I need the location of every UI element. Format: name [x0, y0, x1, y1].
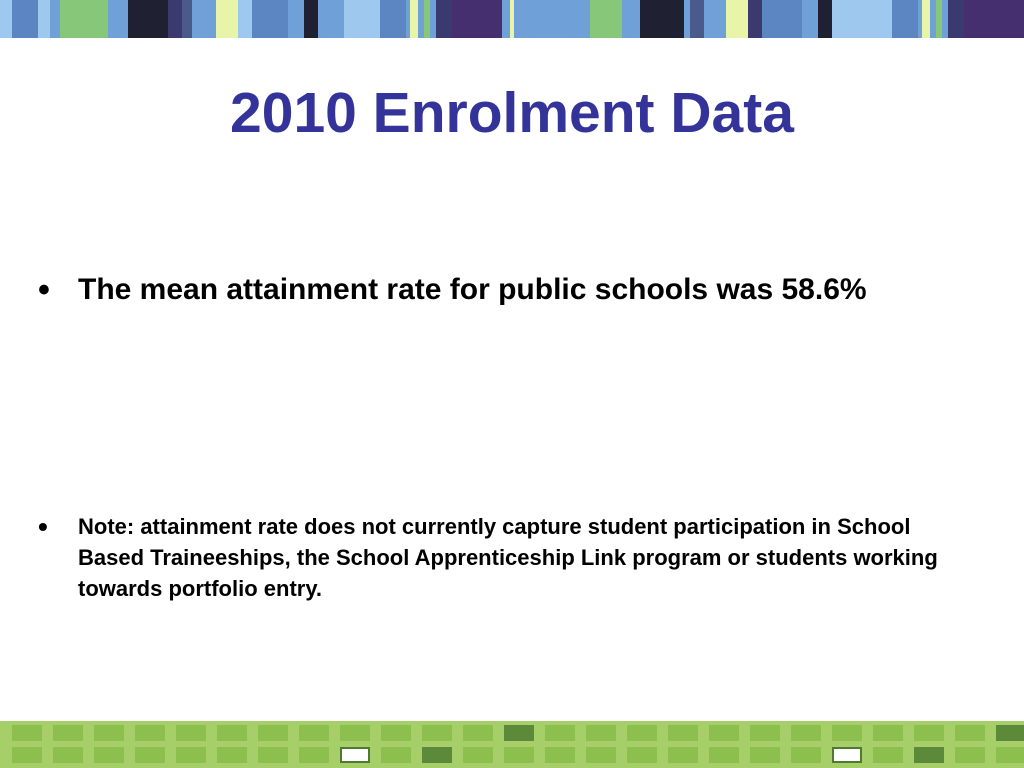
grid-tile: [381, 747, 411, 763]
top-stripe: [832, 0, 892, 38]
top-stripe: [452, 0, 502, 38]
top-decorative-band: [0, 0, 1024, 38]
grid-tile: [750, 747, 780, 763]
grid-tile: [217, 747, 247, 763]
grid-tile: [176, 725, 206, 741]
grid-tile: [217, 725, 247, 741]
top-stripe: [922, 0, 930, 38]
grid-tile: [12, 725, 42, 741]
top-stripe: [964, 0, 1024, 38]
grid-tile: [422, 747, 452, 763]
top-stripe: [238, 0, 252, 38]
bullet-item: [38, 511, 978, 604]
top-stripe: [182, 0, 192, 38]
top-stripe: [80, 0, 108, 38]
top-stripe: [818, 0, 832, 38]
top-stripe: [690, 0, 704, 38]
grid-tile: [504, 725, 534, 741]
top-stripe: [748, 0, 762, 38]
grid-tile: [299, 747, 329, 763]
grid-tile: [340, 725, 370, 741]
grid-tile: [832, 747, 862, 763]
grid-tile: [463, 747, 493, 763]
grid-tile: [709, 725, 739, 741]
grid-tile: [873, 725, 903, 741]
grid-tile: [463, 725, 493, 741]
top-stripe: [12, 0, 38, 38]
top-stripe: [436, 0, 452, 38]
grid-tile: [545, 747, 575, 763]
bottom-decorative-band: [0, 721, 1024, 768]
grid-tile: [627, 747, 657, 763]
grid-tile: [340, 747, 370, 763]
grid-tile: [668, 725, 698, 741]
grid-tile: [586, 725, 616, 741]
grid-tile: [586, 747, 616, 763]
bullet-marker: •: [38, 271, 50, 309]
top-stripe: [762, 0, 802, 38]
top-stripe: [168, 0, 182, 38]
grid-tile: [873, 747, 903, 763]
grid-tile: [53, 725, 83, 741]
grid-tile: [381, 725, 411, 741]
grid-tile: [258, 747, 288, 763]
top-stripe: [128, 0, 168, 38]
grid-tile: [504, 747, 534, 763]
grid-tile: [668, 747, 698, 763]
top-stripe: [936, 0, 942, 38]
top-stripe: [726, 0, 748, 38]
top-stripe: [510, 0, 514, 38]
bullet-text: Note: attainment rate does not currently capture student participation in School Based Traineeships, the School Apprenticeship Link program or students working towards portfolio entry.: [78, 514, 938, 601]
grid-tile: [914, 725, 944, 741]
grid-tile: [955, 747, 985, 763]
grid-tile: [12, 747, 42, 763]
top-stripe: [380, 0, 406, 38]
top-stripe: [304, 0, 318, 38]
grid-tile: [832, 725, 862, 741]
grid-tile: [791, 725, 821, 741]
grid-tile: [94, 747, 124, 763]
grid-tile: [422, 725, 452, 741]
grid-tile: [996, 725, 1024, 741]
top-stripe: [410, 0, 418, 38]
grid-tile: [135, 725, 165, 741]
top-stripe: [424, 0, 430, 38]
bullet-marker: •: [38, 511, 48, 542]
grid-tile: [914, 747, 944, 763]
grid-tile: [627, 725, 657, 741]
top-stripe: [892, 0, 918, 38]
grid-tile: [299, 725, 329, 741]
grid-tile: [135, 747, 165, 763]
grid-tile: [791, 747, 821, 763]
top-stripe: [38, 0, 50, 38]
bullet-item: [38, 270, 998, 310]
bullet-text: The mean attainment rate for public schools was 58.6%: [78, 273, 867, 306]
grid-tile: [53, 747, 83, 763]
grid-tile: [709, 747, 739, 763]
top-stripe: [948, 0, 964, 38]
top-stripe: [216, 0, 238, 38]
slide-title: 2010 Enrolment Data: [230, 81, 794, 145]
top-stripe: [252, 0, 288, 38]
grid-tile: [176, 747, 206, 763]
grid-tile: [94, 725, 124, 741]
grid-tile: [750, 725, 780, 741]
grid-tile: [955, 725, 985, 741]
top-stripe: [344, 0, 380, 38]
grid-tile: [996, 747, 1024, 763]
top-stripe: [60, 0, 80, 38]
top-stripe: [590, 0, 622, 38]
grid-tile: [545, 725, 575, 741]
grid-tile: [258, 725, 288, 741]
top-stripe: [0, 0, 12, 38]
top-stripe: [640, 0, 684, 38]
